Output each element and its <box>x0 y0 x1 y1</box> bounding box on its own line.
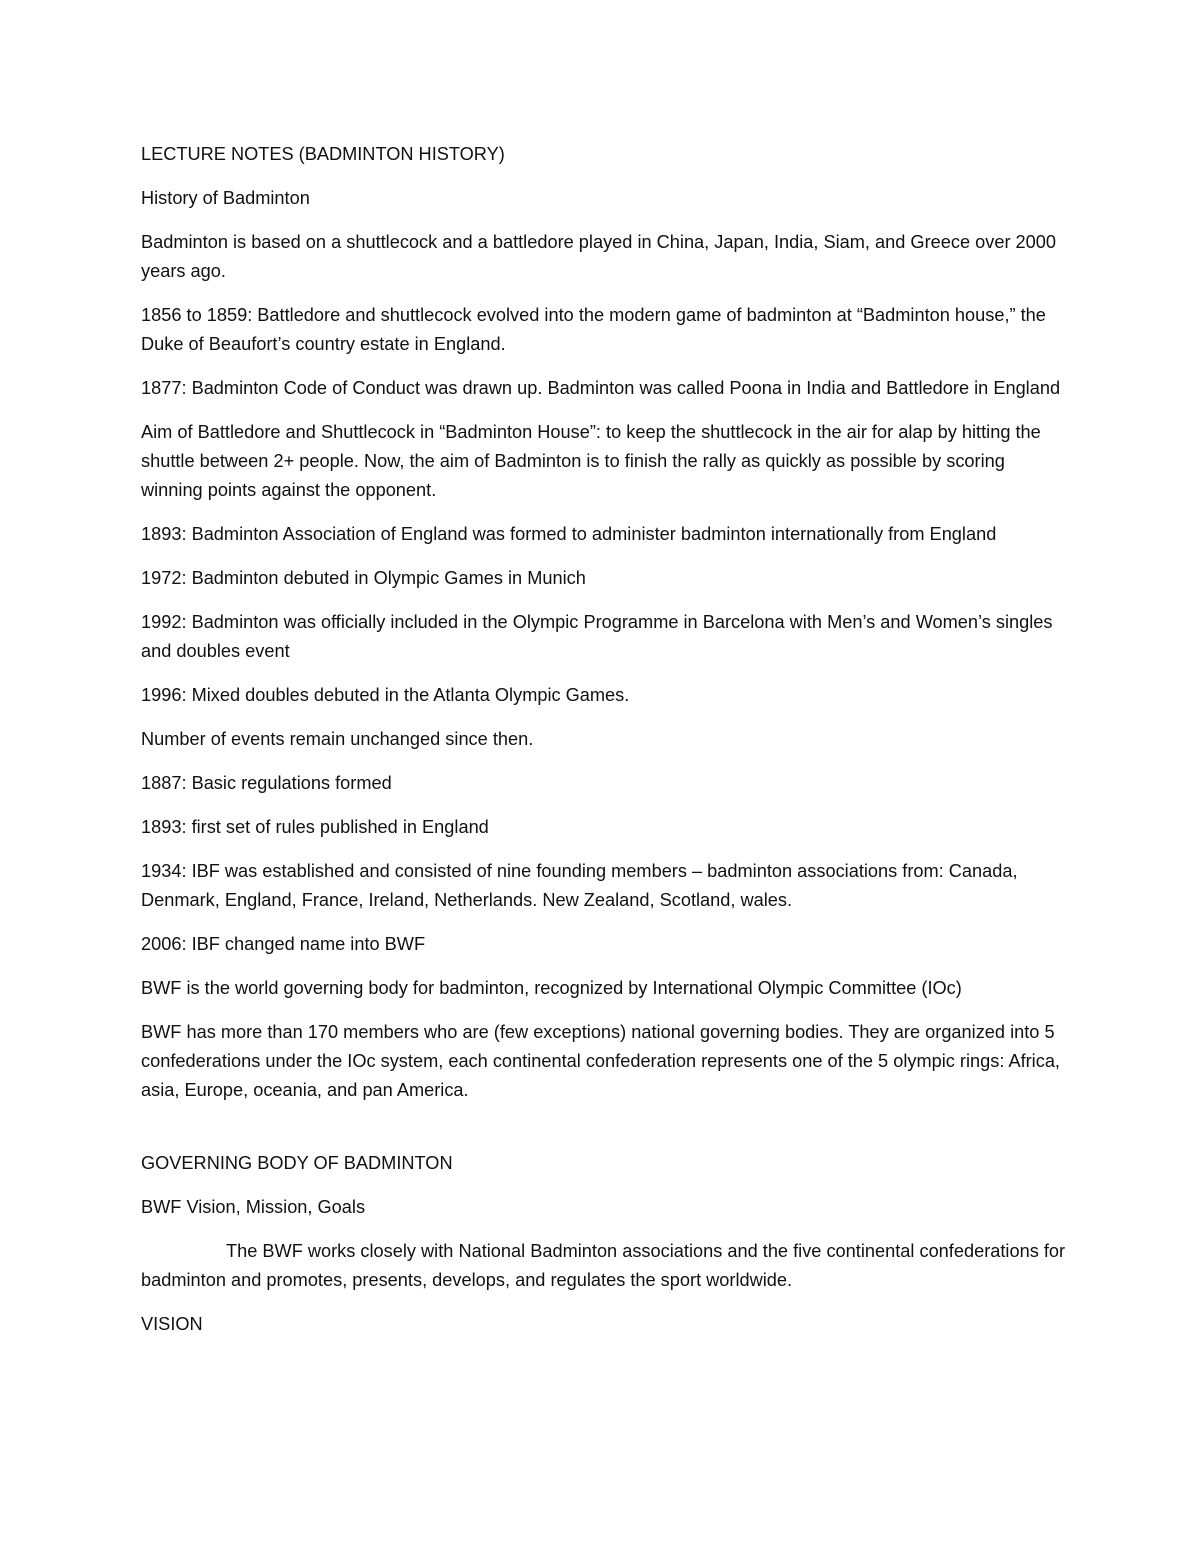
paragraph: Badminton is based on a shuttlecock and a battledore played in China, Japan, India, Siam, and Greece over 2000 years ago. <box>141 232 1057 281</box>
paragraph: Aim of Battledore and Shuttlecock in “Badminton House”: to keep the shuttlecock in the air for alap by hitting the shuttle between 2+ people. Now, the aim of Badminton is to finish the rally as quickly as possible by scoring winning points against the opponent. <box>141 422 1041 500</box>
paragraph: 1893: Badminton Association of England was formed to administer badminton internationally from England <box>141 524 997 544</box>
paragraph: BWF has more than 170 members who are (few exceptions) national governing bodies. They are organized into 5 confederations under the IOc system, each continental confederation represents one of the 5 olympic rings: Africa, asia, Europe, oceania, and pan America. <box>141 1022 1060 1100</box>
paragraph: 1934: IBF was established and consisted of nine founding members – badminton associations from: Canada, Denmark, England, France, Ireland, Netherlands. New Zealand, Scotland, wales. <box>141 861 1018 910</box>
paragraph: The BWF works closely with National Badminton associations and the five continental confederations for badminton and promotes, presents, develops, and regulates the sport worldwide. <box>141 1241 1066 1290</box>
paragraph: 2006: IBF changed name into BWF <box>141 934 426 954</box>
paragraph: 1856 to 1859: Battledore and shuttlecock evolved into the modern game of badminton at “Badminton house,” the Duke of Beaufort’s country estate in England. <box>141 305 1046 354</box>
paragraph: Number of events remain unchanged since then. <box>141 729 534 749</box>
document-title: LECTURE NOTES (BADMINTON HISTORY) <box>141 144 505 164</box>
paragraph: 1972: Badminton debuted in Olympic Games in Munich <box>141 568 586 588</box>
subheading: BWF Vision, Mission, Goals <box>141 1197 366 1217</box>
section-heading-governing-body: GOVERNING BODY OF BADMINTON <box>141 1153 453 1173</box>
paragraph: 1893: first set of rules published in England <box>141 817 489 837</box>
paragraph: BWF is the world governing body for badminton, recognized by International Olympic Committee (IOc) <box>141 978 962 998</box>
paragraph: 1887: Basic regulations formed <box>141 773 392 793</box>
section-heading: History of Badminton <box>141 188 310 208</box>
paragraph: 1992: Badminton was officially included in the Olympic Programme in Barcelona with Men’s and Women’s singles and doubles event <box>141 612 1053 661</box>
subheading-vision: VISION <box>141 1314 203 1334</box>
paragraph: 1877: Badminton Code of Conduct was drawn up. Badminton was called Poona in India and Battledore in England <box>141 378 1061 398</box>
paragraph: 1996: Mixed doubles debuted in the Atlanta Olympic Games. <box>141 685 630 705</box>
document-body <box>141 140 1071 1354</box>
